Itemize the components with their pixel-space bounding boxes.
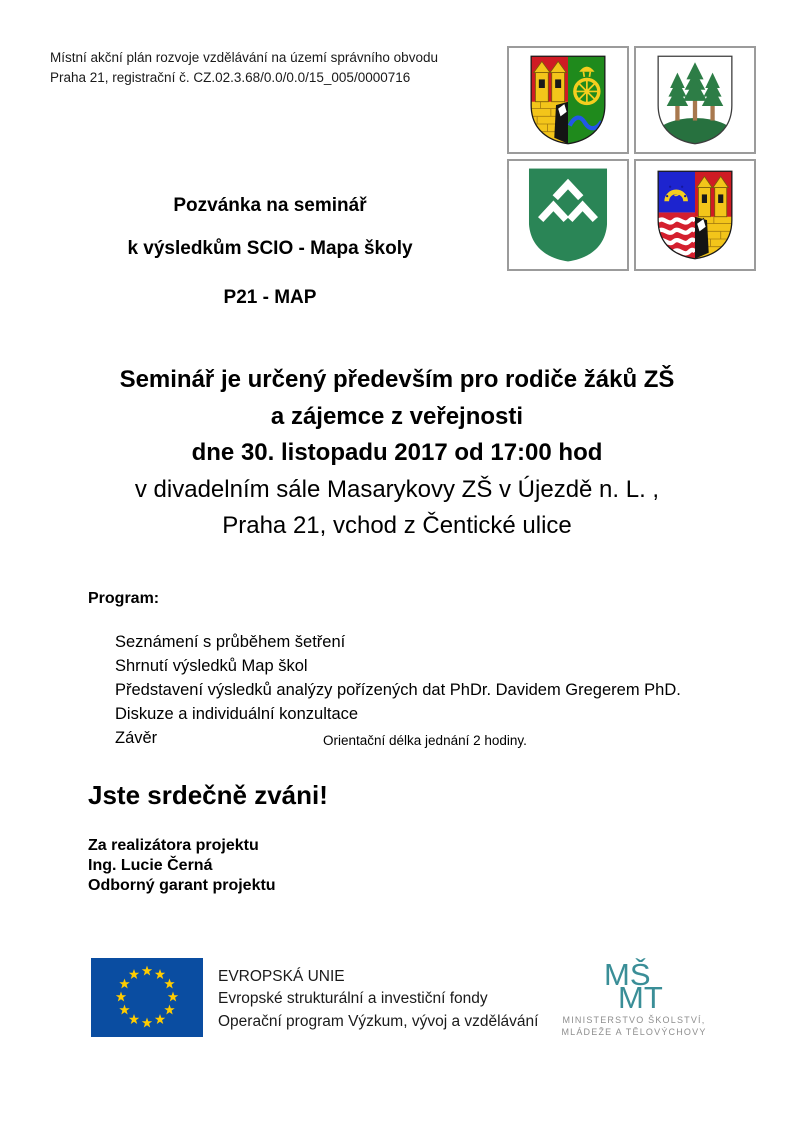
program-list bbox=[115, 630, 735, 750]
coat-of-arms-box-3 bbox=[507, 159, 629, 271]
title-line2: k výsledkům SCIO - Mapa školy bbox=[127, 238, 413, 259]
coats-of-arms-grid bbox=[507, 46, 756, 271]
eu-text-line3: Operační program Výzkum, vývoj a vzdělávání bbox=[218, 1012, 539, 1030]
program-item: Shrnutí výsledků Map škol bbox=[115, 657, 308, 675]
coat-of-arms-box-1 bbox=[507, 46, 629, 154]
closing-invitation: Jste srdečně zváni! bbox=[88, 780, 328, 810]
title-line1: Pozvánka na seminář bbox=[173, 195, 367, 216]
msmt-caption bbox=[548, 1014, 720, 1038]
announcement-audience-line2: a zájemce z veřejnosti bbox=[270, 402, 524, 430]
eu-text-line2: Evropské strukturální a investiční fondy bbox=[218, 990, 488, 1008]
msmt-monogram-row2: MT bbox=[618, 980, 663, 1012]
project-header bbox=[50, 48, 438, 87]
eu-funding-text bbox=[218, 966, 538, 1033]
program-item: Seznámení s průběhem šetření bbox=[115, 633, 346, 651]
castle-and-wheel-coat-of-arms-icon bbox=[525, 52, 611, 148]
signature-name: Ing. Lucie Černá bbox=[88, 857, 213, 874]
signature-block bbox=[88, 836, 276, 896]
announcement-venue-line2: Praha 21, vchod z Čentické ulice bbox=[222, 512, 572, 539]
project-header-line2: Praha 21, registrační č. CZ.02.3.68/0.0/0.0/15_005/0000716 bbox=[50, 69, 411, 85]
signature-title-line: Odborný garant projektu bbox=[88, 877, 276, 894]
msmt-caption-line2: MLÁDEŽE A TĚLOVÝCHOVY bbox=[561, 1027, 707, 1037]
announcement-datetime: dne 30. listopadu 2017 od 17:00 hod bbox=[191, 439, 603, 466]
program-item: Diskuze a individuální konzultace bbox=[115, 705, 359, 723]
signature-role-line: Za realizátora projektu bbox=[88, 837, 259, 854]
msmt-logo bbox=[548, 958, 720, 1038]
duration-note: Orientační délka jednání 2 hodiny. bbox=[323, 733, 527, 748]
coat-of-arms-box-2 bbox=[634, 46, 756, 154]
title-line3: P21 - MAP bbox=[223, 287, 317, 308]
msmt-monogram-icon bbox=[592, 958, 676, 1012]
announcement-audience-line1: Seminář je určený především pro rodiče žáků ZŠ bbox=[119, 366, 675, 393]
program-item: Závěr bbox=[115, 729, 158, 747]
announcement-venue-line1: v divadelním sále Masarykovy ZŠ v Újezdě n. L. , bbox=[134, 475, 660, 503]
msmt-monogram-row1: MŠ bbox=[604, 958, 651, 992]
program-heading: Program: bbox=[88, 590, 160, 607]
program-item: Představení výsledků analýzy pořízených dat PhDr. Davidem Gregerem PhD. bbox=[115, 681, 681, 699]
project-header-line1: Místní akční plán rozvoje vzdělávání na území správního obvodu bbox=[50, 50, 438, 65]
fir-trees-coat-of-arms-icon bbox=[652, 52, 738, 148]
msmt-caption-line1: MINISTERSTVO ŠKOLSTVÍ, bbox=[562, 1015, 706, 1025]
white-chevrons-coat-of-arms-icon bbox=[522, 164, 614, 266]
coat-of-arms-box-4 bbox=[634, 159, 756, 271]
announcement bbox=[0, 362, 794, 545]
horseshoe-and-castle-coat-of-arms-icon bbox=[652, 167, 738, 263]
eu-text-line1: EVROPSKÁ UNIE bbox=[218, 968, 345, 985]
program-item-last bbox=[115, 726, 735, 750]
eu-flag-icon bbox=[91, 958, 203, 1037]
invitation-title bbox=[55, 194, 485, 309]
